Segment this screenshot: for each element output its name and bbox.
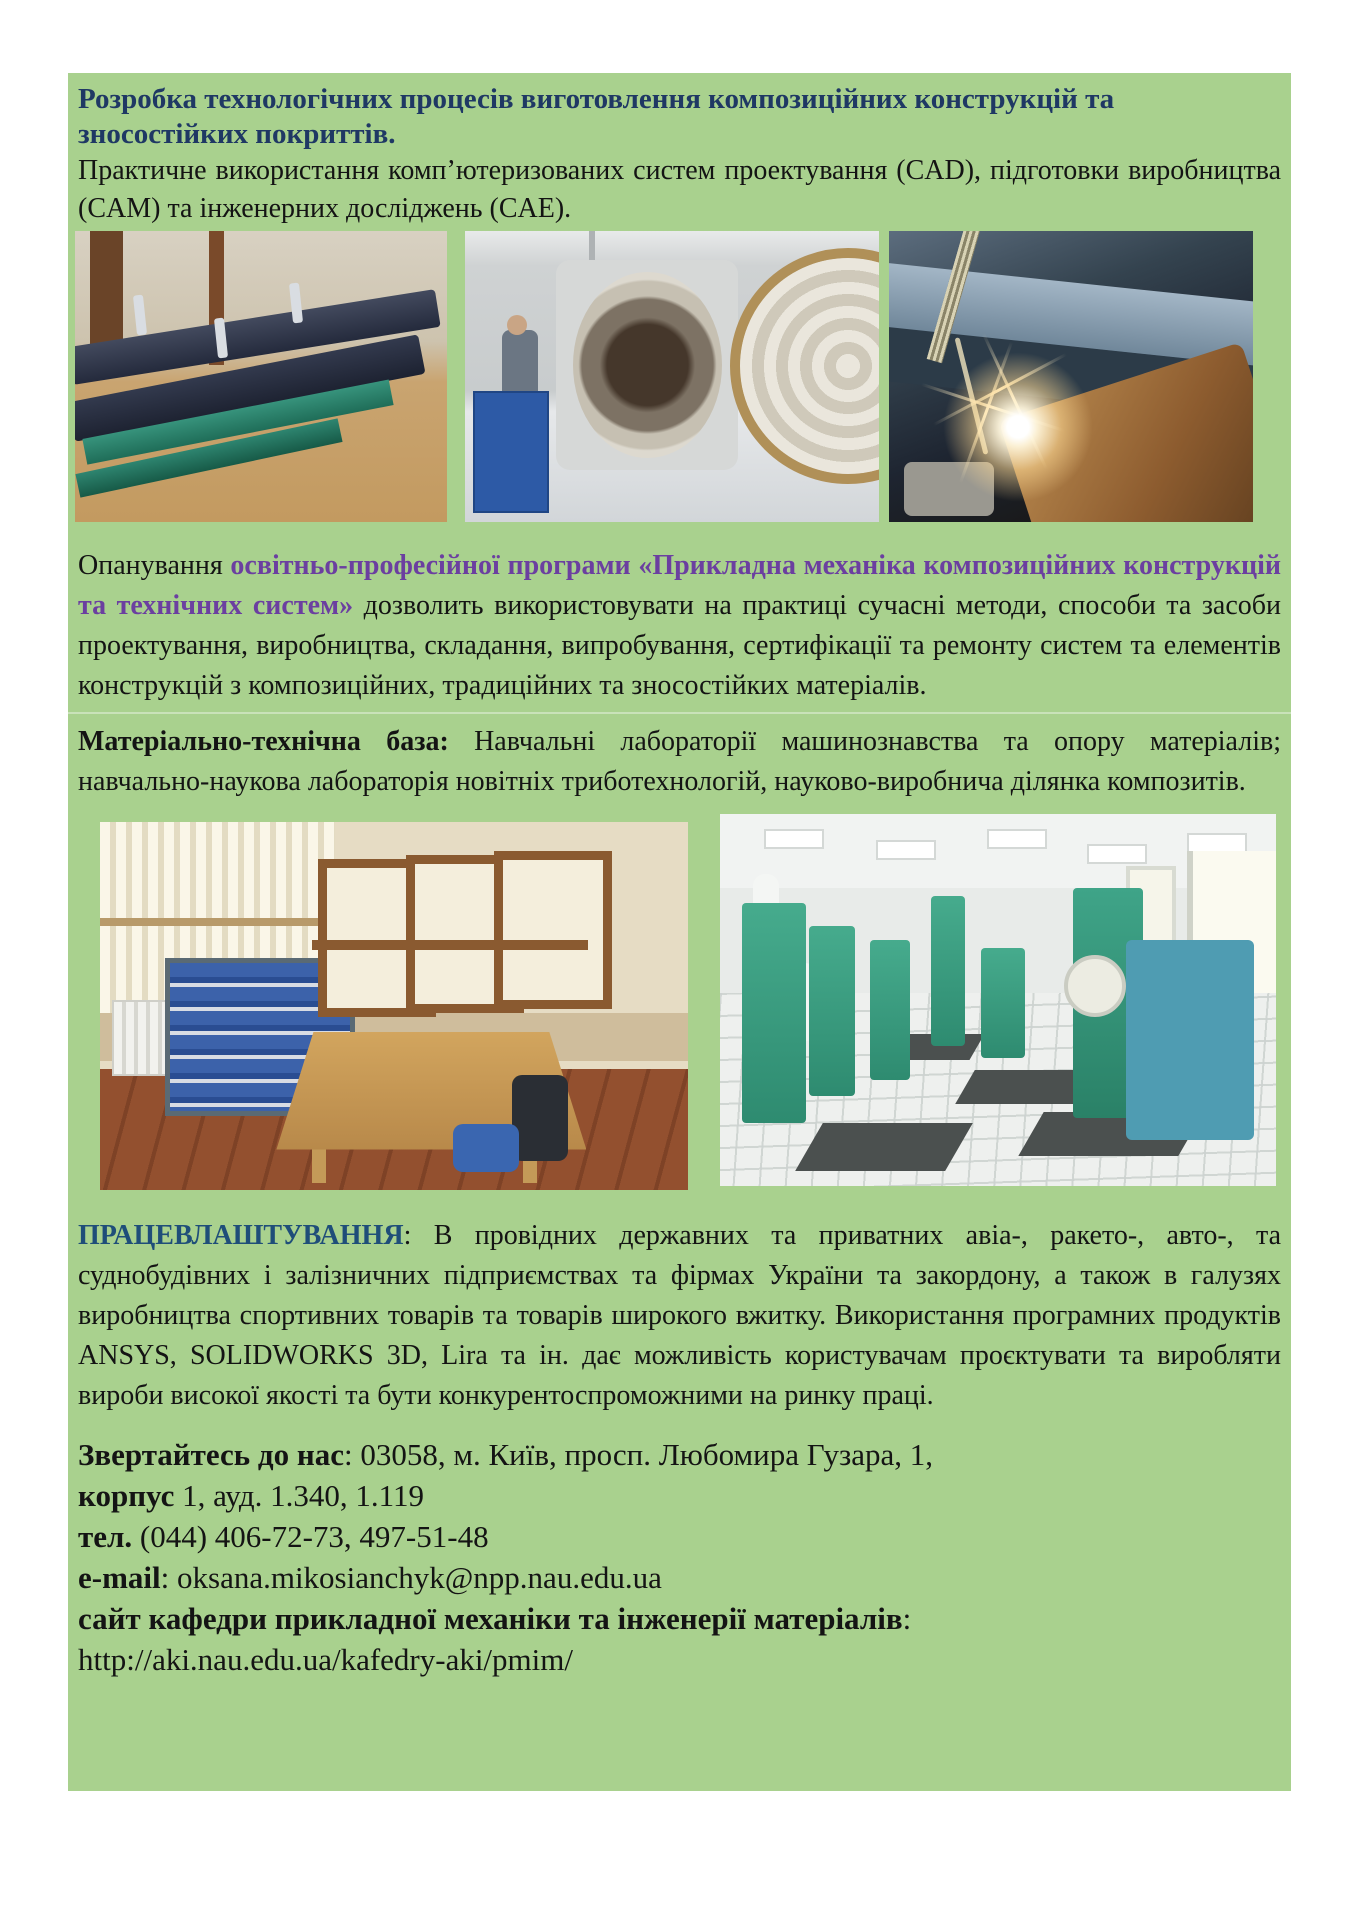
contact-email-label: e-mail [78, 1560, 161, 1595]
frame-rail-shape [312, 940, 588, 950]
program-highlight: освітньо-професійної програми «Прикладна механіка композиційних конструкцій та технічних систем» [78, 550, 1281, 621]
contact-address-line [78, 1434, 1281, 1475]
photo-row-bottom [78, 814, 1281, 1194]
intro-paragraph [78, 152, 1281, 228]
compressor-shape [453, 1124, 519, 1172]
section-divider [68, 712, 1291, 714]
flyer-content-area [68, 73, 1291, 1791]
employment-paragraph [78, 1216, 1281, 1416]
contact-building-line [78, 1475, 1281, 1516]
contact-website-label: сайт кафедри прикладної механіки та інженерії матеріалів [78, 1601, 903, 1636]
autoclave-open-door-photo [465, 231, 879, 522]
blue-cabinet-shape [473, 391, 549, 513]
page-title: Розробка технологічних процесів виготовлення композиційних конструкцій та зносостійких покриттів. [78, 83, 1115, 150]
ceiling-lamp-shape [1187, 833, 1247, 853]
photo-row-top [78, 231, 1281, 522]
gauge-dial-shape [1064, 955, 1126, 1017]
ceiling-lamp-shape [764, 829, 824, 849]
contact-email-value: : oksana.mikosianchyk@npp.nau.edu.ua [160, 1560, 662, 1595]
testing-machine-shape [981, 948, 1025, 1058]
contact-website-url: http://aki.nau.edu.ua/kafedry-aki/pmim/ [78, 1642, 574, 1677]
wooden-frame-shape [494, 851, 612, 1009]
ceiling-lamp-shape [1087, 844, 1147, 864]
weld-flash-shape [933, 342, 1103, 512]
contact-website-colon: : [902, 1601, 912, 1636]
vacuum-unit-shape [512, 1075, 568, 1161]
testing-machine-shape [870, 940, 910, 1080]
contact-phone-line [78, 1516, 1281, 1557]
contact-website-label-line [78, 1598, 1281, 1639]
bolt-shape [132, 295, 146, 336]
composites-workshop-room-photo [100, 822, 688, 1190]
testing-machine-shape [742, 903, 806, 1123]
contact-building-value: 1, ауд. 1.340, 1.119 [174, 1478, 424, 1513]
testing-machine-shape [809, 926, 855, 1096]
autoclave-opening-shape [573, 272, 722, 458]
welding-sparks-photo [889, 231, 1253, 522]
composite-beam-specimens-photo [75, 231, 447, 522]
facilities-rest: Навчальні лабораторії машинознавства та опору матеріалів; навчально-наукова лабораторія новітніх триботехнологій, науково-виробнича ділянка композитів. [78, 726, 1281, 797]
contact-email-line [78, 1557, 1281, 1598]
program-lead: Опанування [78, 550, 231, 581]
facilities-lead: Матеріально-технічна база: [78, 726, 449, 757]
autoclave-lid-shape [730, 248, 879, 484]
contact-building-label: корпус [78, 1478, 175, 1513]
window-rail-shape [100, 918, 335, 926]
program-rest: дозволить використовувати на практиці сучасні методи, способи та засоби проектування, виробництва, складання, випробування, сертифікації та ремонту систем та елементів конструкцій з композиційних, традиційних та зносостійких матеріалів. [78, 590, 1281, 701]
contact-address-label: Звертайтесь до нас [78, 1437, 344, 1472]
contact-phone-label: тел. [78, 1519, 133, 1554]
intro-text: Практичне використання комп’ютеризованих систем проектування (CAD), підготовки виробництва (CAM) та інженерних досліджень (CAE). [78, 155, 1281, 224]
testing-machine-shape [931, 896, 965, 1046]
contact-phone-value: (044) 406-72-73, 497-51-48 [132, 1519, 489, 1554]
employment-lead: ПРАЦЕВЛАШТУВАННЯ [78, 1220, 404, 1251]
contact-address-value: : 03058, м. Київ, просп. Любомира Гузара, 1, [343, 1437, 934, 1472]
program-paragraph [78, 546, 1281, 706]
ceiling-lamp-shape [987, 829, 1047, 849]
testing-machines-lab-photo [720, 814, 1276, 1186]
ceiling-lamp-shape [876, 840, 936, 860]
contact-block [78, 1434, 1281, 1680]
teal-machine-shape [1126, 940, 1254, 1140]
facilities-paragraph [78, 722, 1281, 802]
floor-mat-shape [795, 1123, 973, 1171]
employment-rest: : В провідних державних та приватних авіа-, ракето-, авто-, та суднобудівних і залізничних підприємствах та фірмах України та закордону, а також в галузях виробництва спортивних товарів та товарів широкого вжитку. Використання програмних продуктів ANSYS, SOLIDWORKS 3D, Lira та ін. дає можливість користувачам проєктувати та виробляти вироби високої якості та бути конкурентоспроможними на ринку праці. [78, 1220, 1281, 1411]
